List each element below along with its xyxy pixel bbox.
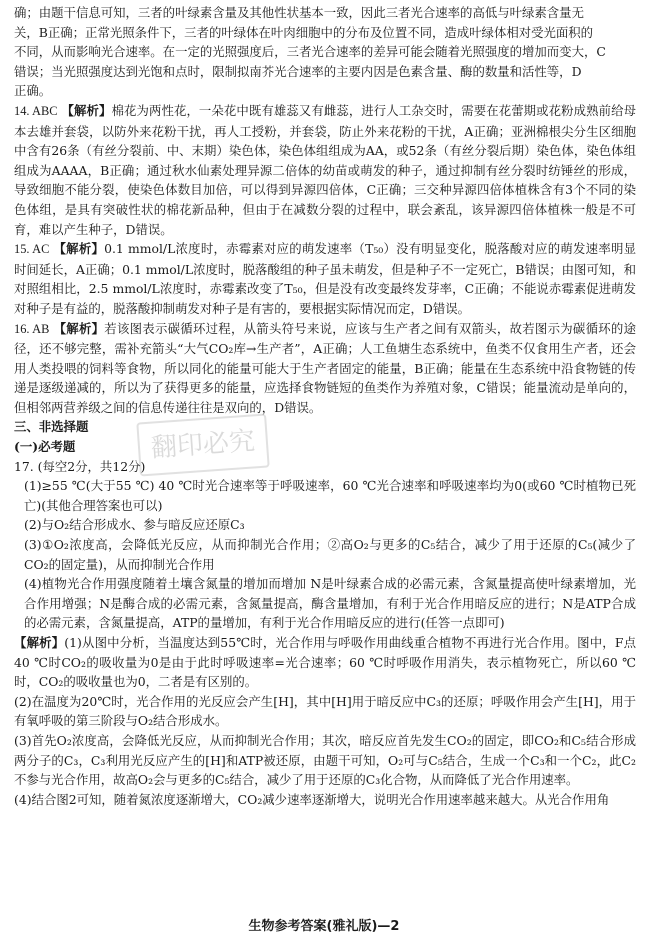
analysis-paragraph-3: (3)首先O₂浓度高，会降低光反应，从而抑制光合作用；其次，暗反应首先发生CO₂的固定，即CO₂和C₅结合形成两分子的C₃，C₃利用光反应产生的[H]和ATP被还原，由题干可知，O₂可与C₅结合，生成一个C₃和一个C₂，此C₂不参与光合作用，故高O₂会与更多的C₅结合，减少了用于还原的C₃化合物，从而降低了光合作用速率。: [14, 732, 636, 788]
answer-4: (4)植物光合作用强度随着土壤含氮量的增加而增加 N是叶绿素合成的必需元素，含氮量提高使叶绿素增加，光合作用增强；N是酶合成的必需元素，含氮量提高，酶含量增加，有利于光合作用暗反应的进行；N是ATP合成的必需元素，含氮量提高，ATP的量增加，有利于光合作用暗反应的进行(任答一点即可): [24, 576, 636, 631]
analysis-tag: 【解析】: [61, 102, 112, 118]
question-15: [14, 239, 636, 318]
question-16: [14, 319, 636, 418]
analysis-tag: 【解析】: [14, 635, 65, 650]
analysis-tag: 【解析】: [53, 241, 105, 257]
analysis-text: 棉花为两性花，一朵花中既有雄蕊又有雌蕊，进行人工杂交时，需要在花蕾期或花粉成熟前给母本去雄并套袋，以防外来花粉干扰，再人工授粉，并套袋，防止外来花粉的干扰，A正确；亚洲棉根尖分生区细胞中含有26条（有丝分裂前、中、末期）染色体，染色体组组成为AA，或52条（有丝分裂后期）染色体，染色体组组成为AAAA，B正确；通过秋水仙素处理异源二倍体的幼苗或萌发的种子，通过抑制有丝分裂时纺锤丝的形成，导致细胞不能分裂，使染色体数目加倍，可以得到异源四倍体，C正确；三交种异源四倍体植株含有3个不同的染色体组，是具有突破性状的棉花新品种，但由于在减数分裂的过程中，联会紊乱，该异源四倍体植株一般是不可育，难以产生种子，D错误。: [14, 102, 636, 237]
question-17-header: 17. (每空2分，共12分): [14, 458, 146, 474]
section-title: 三、非选择题: [14, 419, 89, 435]
continued-answer-line: 确；由题干信息可知，三者的叶绿素含量及其他性状基本一致，因此三者光合速率的高低与叶绿素含量无: [14, 5, 584, 20]
continued-answer-line: 关，B正确；正常光照条件下，三者的叶绿体在叶肉细胞中的分布及位置不同，造成叶绿体相对受光面积的: [14, 24, 594, 40]
continued-answer-line: 错误；当光照强度达到光饱和点时，限制拟南芥光合速率的主要内因是色素含量、酶的数量和活性等，D: [14, 63, 582, 79]
answer-1: (1)≥55 ℃(大于55 ℃) 40 ℃时光合速率等于呼吸速率，60 ℃光合速率和呼吸速率均为0(或60 ℃时植物已死亡)(其他合理答案也可以): [24, 478, 636, 513]
page-footer: 生物参考答案(雅礼版)—2: [248, 919, 400, 934]
continued-answer-line: 正确。: [14, 83, 52, 99]
watermark-stamp: 翻印必究: [136, 414, 269, 477]
analysis-text: (1)从图中分析，当温度达到55℃时，光合作用与呼吸作用曲线重合植物不再进行光合作用。图中，F点40 ℃时CO₂的吸收量为0是由于此时呼吸速率=光合速率；60 ℃时呼吸作用消失，表示植物死亡，所以60 ℃时，CO₂的吸收量也为0，二者是有区别的。: [14, 635, 637, 690]
question-number: 16. AB: [14, 321, 50, 336]
question-number: 14. ABC: [14, 103, 58, 118]
answer-3: (3)①O₂浓度高，会降低光反应，从而抑制光合作用；②高O₂与更多的C₅结合，减少了用于还原的C₅(减少了CO₂的固定量)，从而抑制光合作用: [24, 537, 636, 572]
answer-2: (2)与O₂结合形成水、参与暗反应还原C₃: [24, 517, 245, 533]
analysis-paragraph-1: [14, 633, 636, 692]
question-14: [14, 101, 636, 239]
analysis-paragraph-2: (2)在温度为20℃时，光合作用的光反应会产生[H]，其中[H]用于暗反应中C₃的还原；呼吸作用会产生[H]，用于有氧呼吸的第三阶段与O₂结合形成水。: [14, 693, 636, 729]
analysis-tag: 【解析】: [53, 320, 105, 336]
analysis-text: 若该图表示碳循环过程，从箭头符号来说，应该与生产者之间有双箭头，故若图示为碳循环的途径，还不够完整，需补充箭头“大气CO₂库→生产者”，A正确；人工鱼塘生态系统中，鱼类不仅食用生产者，还会用人类投喂的饲料等食物，所以同化的能量可能大于生产者固定的能量，B正确；能量在生态系统中沿食物链的传递是逐级递减的，所以为了获得更多的能量，应选择食物链短的鱼类作为养殖对象，C错误；能量流动是单向的，但相邻两营养级之间的信息传递往往是双向的，D错误。: [14, 320, 636, 415]
continued-answer-line: 不同，从而影响光合速率。在一定的光照强度后，三者光合速率的差异可能会随着光照强度的增加而变大，C: [14, 44, 606, 60]
analysis-text: 0.1 mmol/L浓度时，赤霉素对应的萌发速率（T₅₀）没有明显变化，脱落酸对应的萌发速率明显时间延长，A正确；0.1 mmol/L浓度时，脱落酸组的种子虽未萌发，但是种子不一定死亡，B错误；由图可知，和对照组相比，2.5 mmol/L浓度时，赤霉素改变了T₅₀，但是没有改变最终发芽率，C正确；不能说赤霉素促进萌发对种子是有益的，脱落酸抑制萌发对种子是有害的，要根据实际情况而定，D错误。: [14, 241, 636, 316]
question-number: 15. AC: [14, 242, 50, 257]
analysis-paragraph-4: (4)结合图2可知，随着氮浓度逐渐增大，CO₂减少速率逐渐增大，说明光合作用速率越来越大。从光合作用角: [14, 791, 610, 807]
answer-page: [14, 3, 636, 809]
section-subtitle: (一)必考题: [14, 439, 76, 455]
